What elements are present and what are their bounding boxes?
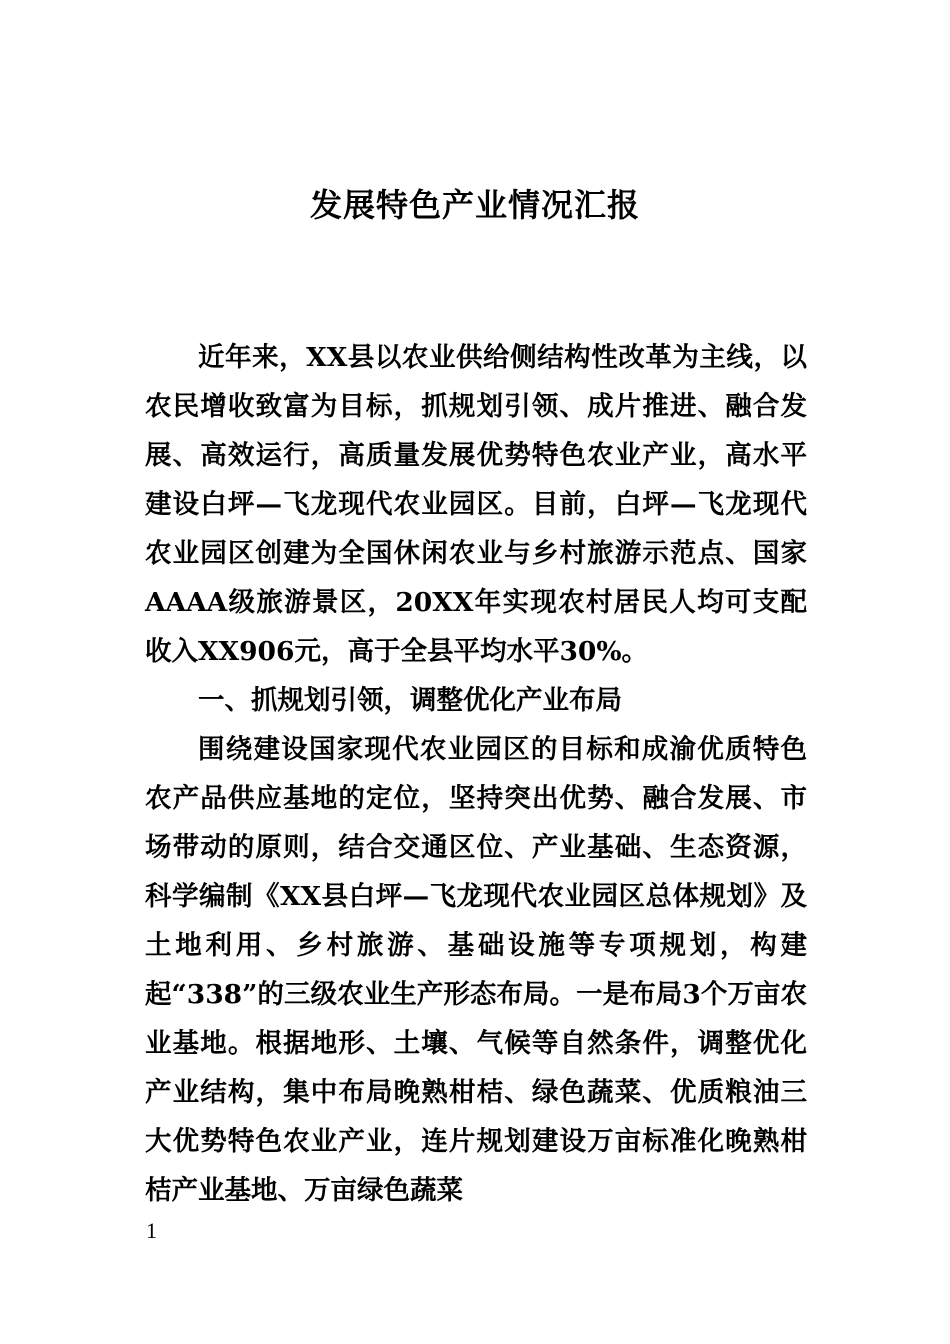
document-title: 发展特色产业情况汇报 (309, 186, 640, 224)
page-number: 1 (146, 1218, 157, 1243)
document-body (145, 333, 807, 1215)
section-heading: 一、抓规划引领，调整优化产业布局 (198, 685, 622, 716)
intro-paragraph: 近年来，XX县以农业供给侧结构性改革为主线，以农民增收致富为目标，抓规划引领、成片推进、融合发展、高效运行，高质量发展优势特色农业产业，高水平建设白坪—飞龙现代农业园区。目前，白坪—飞龙现代农业园区创建为全国休闲农业与乡村旅游示范点、国家AAAA级旅游景区，20XX年实现农村居民人均可支配收入XX906元，高于全县平均水平30%。 (145, 342, 807, 667)
section-paragraph: 围绕建设国家现代农业园区的目标和成渝优质特色农产品供应基地的定位，坚持突出优势、融合发展、市场带动的原则，结合交通区位、产业基础、生态资源，科学编制《XX县白坪—飞龙现代农业园区总体规划》及土地利用、乡村旅游、基础设施等专项规划，构建起“338”的三级农业生产形态布局。一是布局3个万亩农业基地。根据地形、土壤、气候等自然条件，调整优化产业结构，集中布局晚熟柑桔、绿色蔬菜、优质粮油三大优势特色农业产业，连片规划建设万亩标准化晚熟柑桔产业基地、万亩绿色蔬菜 (145, 734, 807, 1206)
